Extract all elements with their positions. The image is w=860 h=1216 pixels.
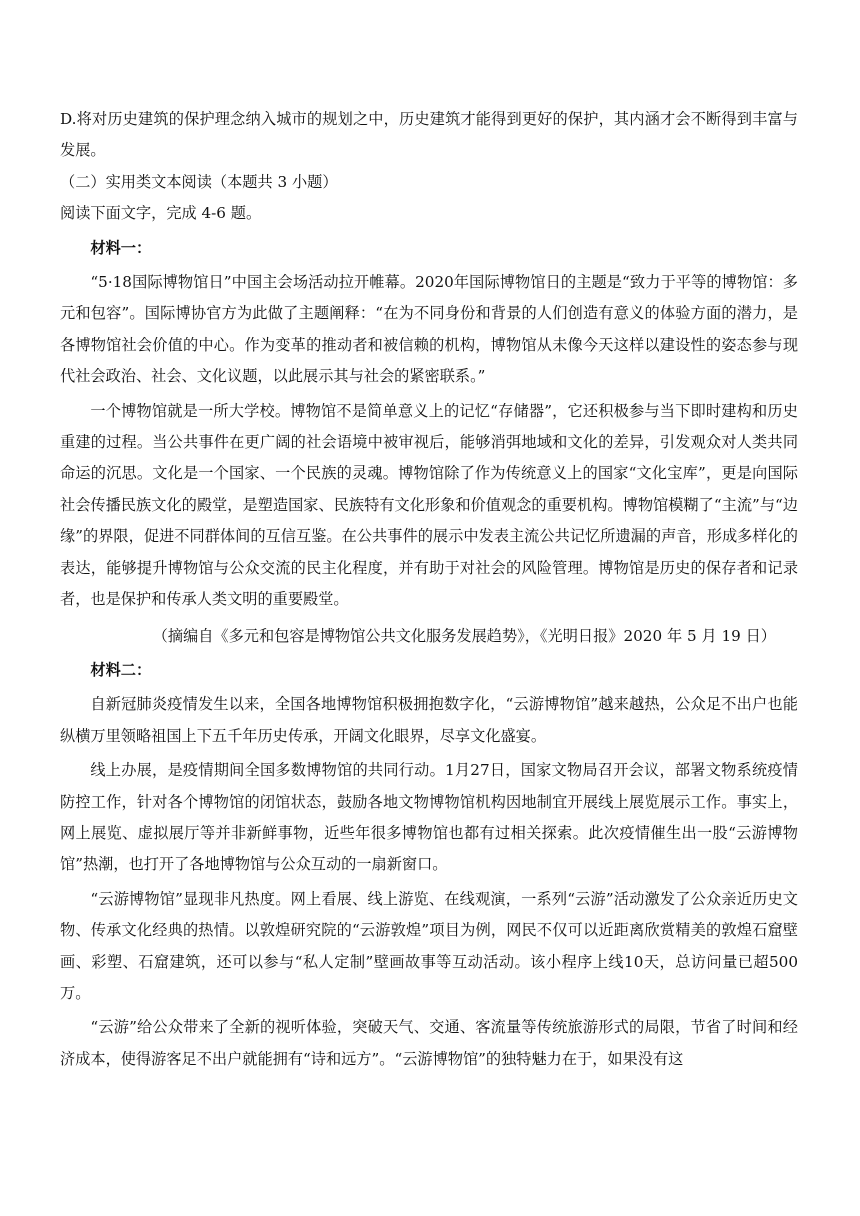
material1-heading: 材料一： <box>90 238 152 257</box>
option-d: D.将对历史建筑的保护理念纳入城市的规划之中，历史建筑才能得到更好的保护，其内涵才会不断得到丰富与发展。 <box>60 110 798 160</box>
material1-paragraph-1: “5·18国际博物馆日”中国主会场活动拉开帷幕。2020年国际博物馆日的主题是“致力于平等的博物馆：多元和包容”。国际博协官方为此做了主题阐释：“在为不同身份和背景的人们创造有意义的体验方面的潜力，是各博物馆社会价值的中心。作为变革的推动者和被信赖的机构，博物馆从未像今天这样以建设性的姿态参与现代社会政治、社会、文化议题，以此展示其与社会的紧密联系。” <box>60 273 798 386</box>
material2-paragraph-2: 线上办展，是疫情期间全国多数博物馆的共同行动。1月27日，国家文物局召开会议，部署文物系统疫情防控工作，针对各个博物馆的闭馆状态，鼓励各地文物博物馆机构因地制宜开展线上展览展示工作。事实上，网上展览、虚拟展厅等并非新鲜事物，近些年很多博物馆也都有过相关探索。此次疫情催生出一股“云游博物馆”热潮，也打开了各地博物馆与公众互动的一扇新窗口。 <box>60 761 798 874</box>
document-page <box>60 104 798 1075</box>
instruction: 阅读下面文字，完成 4-6 题。 <box>60 204 262 223</box>
material2-paragraph-1: 自新冠肺炎疫情发生以来，全国各地博物馆积极拥抱数字化，“云游博物馆”越来越热，公众足不出户也能纵横万里领略祖国上下五千年历史传承，开阔文化眼界，尽享文化盛宴。 <box>60 695 798 745</box>
material2-heading: 材料二： <box>90 660 152 679</box>
material1-source: （摘编自《多元和包容是博物馆公共文化服务发展趋势》，《光明日报》2020 年 5 月 19 日） <box>152 626 776 645</box>
material1-paragraph-2: 一个博物馆就是一所大学校。博物馆不是简单意义上的记忆“存储器”，它还积极参与当下即时建构和历史重建的过程。当公共事件在更广阔的社会语境中被审视后，能够消弭地域和文化的差异，引发观众对人类共同命运的沉思。文化是一个国家、一个民族的灵魂。博物馆除了作为传统意义上的国家“文化宝库”，更是向国际社会传播民族文化的殿堂，是塑造国家、民族特有文化形象和价值观念的重要机构。博物馆模糊了“主流”与“边缘”的界限，促进不同群体间的互信互鉴。在公共事件的展示中发表主流公共记忆所遗漏的声音，形成多样化的表达，能够提升博物馆与公众交流的民主化程度，并有助于对社会的风险管理。博物馆是历史的保存者和记录者，也是保护和传承人类文明的重要殿堂。 <box>60 401 798 609</box>
material2-paragraph-4: “云游”给公众带来了全新的视听体验，突破天气、交通、客流量等传统旅游形式的局限，节省了时间和经济成本，使得游客足不出户就能拥有“诗和远方”。“云游博物馆”的独特魅力在于，如果没有这 <box>60 1018 798 1068</box>
material2-paragraph-3: “云游博物馆”显现非凡热度。网上看展、线上游览、在线观演，一系列“云游”活动激发了公众亲近历史文物、传承文化经典的热情。以敦煌研究院的“云游敦煌”项目为例，网民不仅可以近距离欣赏精美的敦煌石窟壁画、彩塑、石窟建筑，还可以参与“私人定制”壁画故事等互动活动。该小程序上线10天，总访问量已超500万。 <box>60 889 798 1002</box>
section-title: （二）实用类文本阅读（本题共 3 小题） <box>60 172 338 191</box>
